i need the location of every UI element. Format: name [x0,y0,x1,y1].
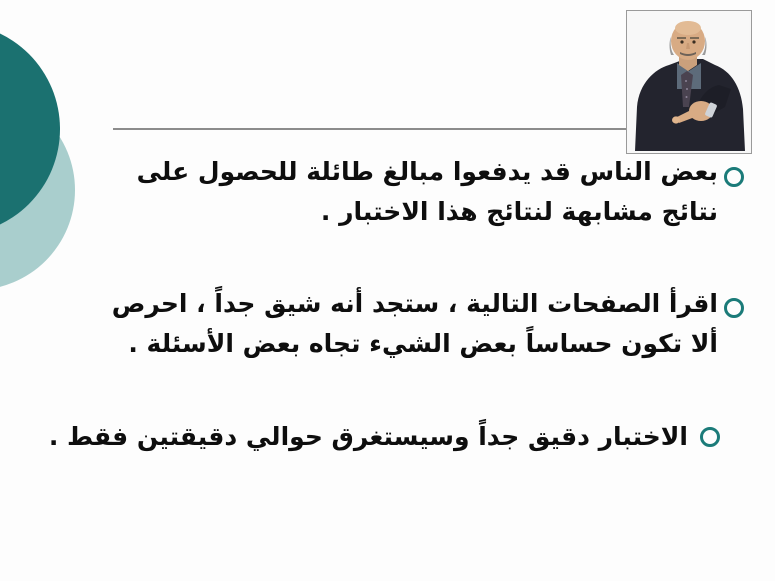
man-pointing-illustration [627,11,749,151]
bullet-text-1: بعض الناس قد يدفعوا مبالغ طائلة للحصول على نتائج مشابهة لنتائج هذا الاختبار . [136,157,718,226]
divider-line [113,128,627,130]
bullet-circle-icon [724,298,744,318]
bullet-circle-icon [700,427,720,447]
bullet-text-2: اقرأ الصفحات التالية ، ستجد أنه شيق جداً ، احرص ألا تكون حساساً بعض الشيء تجاه بعض الأسئلة . [111,289,718,358]
bullet-circle-icon [724,167,744,187]
man-pointing-photo [626,10,752,154]
bullet-text-3: الاختبار دقيق جداً وسيستغرق حوالي دقيقتين فقط . [48,422,688,451]
